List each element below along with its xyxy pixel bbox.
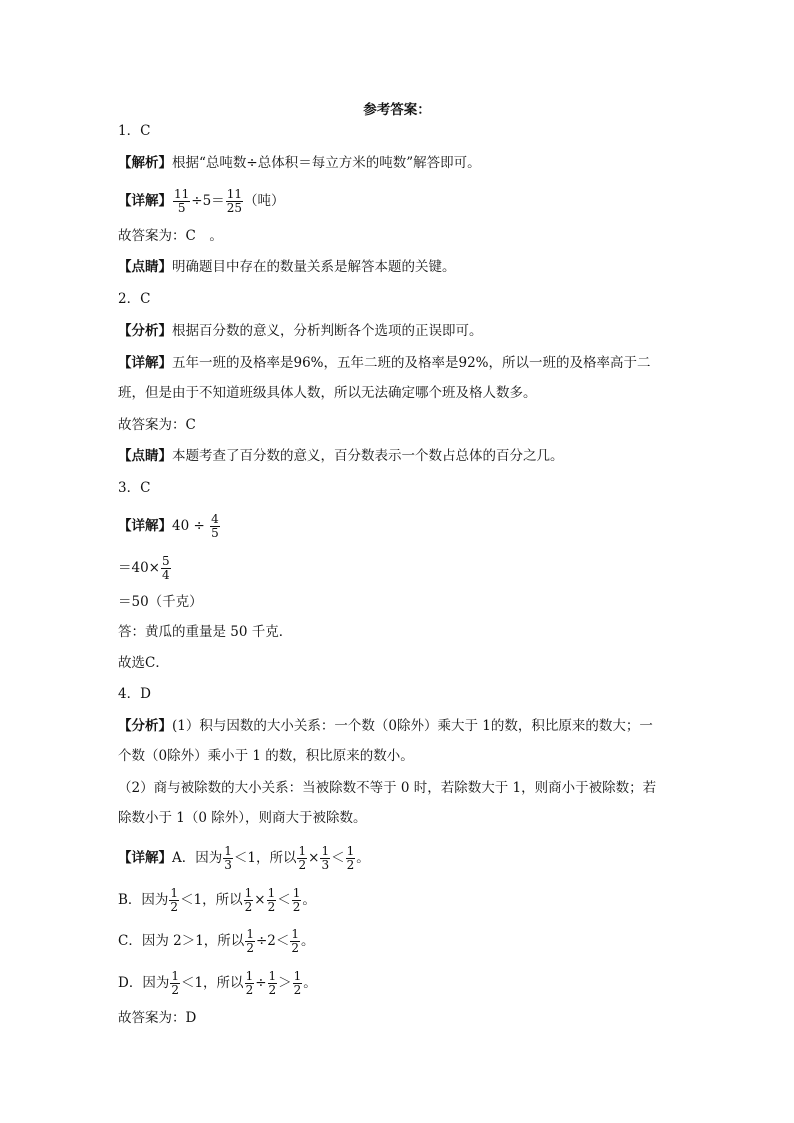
fraction: $\frac{1}{3}$ [224,844,232,872]
q4-analysis-line3: （2）商与被除数的大小关系：当被除数不等于 0 时，若除数大于 1，则商小于被除数；若 [118,780,657,796]
q3-step1: 【详解】40 ÷ $\frac{4}{5}$ [118,512,219,540]
q1-detail: 【详解】 $\frac{11}{5}$ ÷5＝ $\frac{11}{25}$ （吨） [118,187,285,215]
fraction: $\frac{1}{2}$ [170,886,179,914]
q4-analysis-line1: 【分析】(1）积与因数的大小关系：一个数（0除外）乘大于 1的数，积比原来的数大；一 [118,718,653,734]
q3-step2: ＝40× $\frac{5}{4}$ [118,554,170,582]
q4-answer: 故答案为：D [118,1010,197,1026]
fraction: $\frac{1}{2}$ [268,969,277,997]
q4-detail-c: C．因为 2＞1，所以 $\frac{1}{2}$ ÷2＜ $\frac{1}{2}$ 。 [118,927,315,955]
q1-answer: 故答案为：C 。 [118,228,223,244]
q4-detail-d: D．因为 $\frac{1}{2}$ ＜1，所以 $\frac{1}{2}$ ÷ $\frac{1}{2}$ ＞ $\frac{1}{2}$ 。 [118,969,317,997]
detail-tag: 【详解】 [118,518,172,534]
q2-answer: 故答案为：C [118,417,196,433]
q2-analysis: 【分析】根据百分数的意义，分析判断各个选项的正误即可。 [118,323,483,339]
fraction: $\frac{1}{2}$ [292,886,301,914]
fraction: $\frac{1}{2}$ [171,969,179,997]
q1-comment: 【点睛】明确题目中存在的数量关系是解答本题的关键。 [118,259,456,275]
q1-number: 1．C [118,123,151,139]
analysis-tag: 【解析】 [118,155,172,171]
detail-tag: 【详解】 [118,193,172,209]
q3-step3: ＝50（千克） [118,594,203,610]
q2-number: 2．C [118,291,151,307]
q2-detail-line1: 【详解】五年一班的及格率是96%，五年二班的及格率是92%，所以一班的及格率高于二 [118,355,651,371]
q4-analysis-line2: 个数（0除外）乘小于 1 的数，积比原来的数小。 [118,748,414,764]
fraction: $\frac{1}{2}$ [293,969,302,997]
fraction: $\frac{1}{2}$ [298,844,307,872]
analysis-tag: 【分析】 [118,323,172,339]
fraction: $\frac{1}{2}$ [245,969,254,997]
fraction: $\frac{4}{5}$ [211,512,219,540]
q4-analysis-line4: 除数小于 1（0 除外），则商大于被除数。 [118,810,367,826]
q4-number: 4．D [118,686,151,702]
detail-tag: 【详解】 [118,355,172,371]
q3-answer: 故选C． [118,655,169,671]
detail-tag: 【详解】 [118,850,172,866]
q2-comment: 【点睛】本题考查了百分数的意义，百分数表示一个数占总体的百分之几。 [118,448,564,464]
q1-analysis [118,153,684,173]
page-title: 参考答案： [363,102,431,118]
comment-tag: 【点睛】 [118,448,172,464]
fraction: $\frac{5}{4}$ [162,554,170,582]
q4-detail-b: B．因为 $\frac{1}{2}$ ＜1，所以 $\frac{1}{2}$ × $\frac{1}{2}$ ＜ $\frac{1}{2}$ 。 [118,886,316,914]
fraction: $\frac{1}{2}$ [291,927,299,955]
q3-reply: 答：黄瓜的重量是 50 千克． [118,624,293,640]
fraction: $\frac{11}{25}$ [226,187,242,215]
q4-detail-a: 【详解】A．因为 $\frac{1}{3}$ ＜1，所以 $\frac{1}{2}$ × $\frac{1}{3}$ ＜ $\frac{1}{2}$ 。 [118,844,370,872]
q2-detail-line2: 班，但是由于不知道班级具体人数，所以无法确定哪个班及格人数多。 [118,385,537,401]
fraction: $\frac{11}{5}$ [174,187,190,215]
analysis-text: 根据“总吨数÷总体积＝每立方米的吨数”解答即可。 [172,155,481,171]
fraction: $\frac{1}{2}$ [346,844,355,872]
comment-tag: 【点睛】 [118,259,172,275]
fraction: $\frac{1}{2}$ [246,927,254,955]
fraction: $\frac{1}{2}$ [244,886,253,914]
q3-number: 3．C [118,480,151,496]
fraction: $\frac{1}{3}$ [321,844,330,872]
analysis-tag: 【分析】 [118,718,172,734]
fraction: $\frac{1}{2}$ [267,886,276,914]
